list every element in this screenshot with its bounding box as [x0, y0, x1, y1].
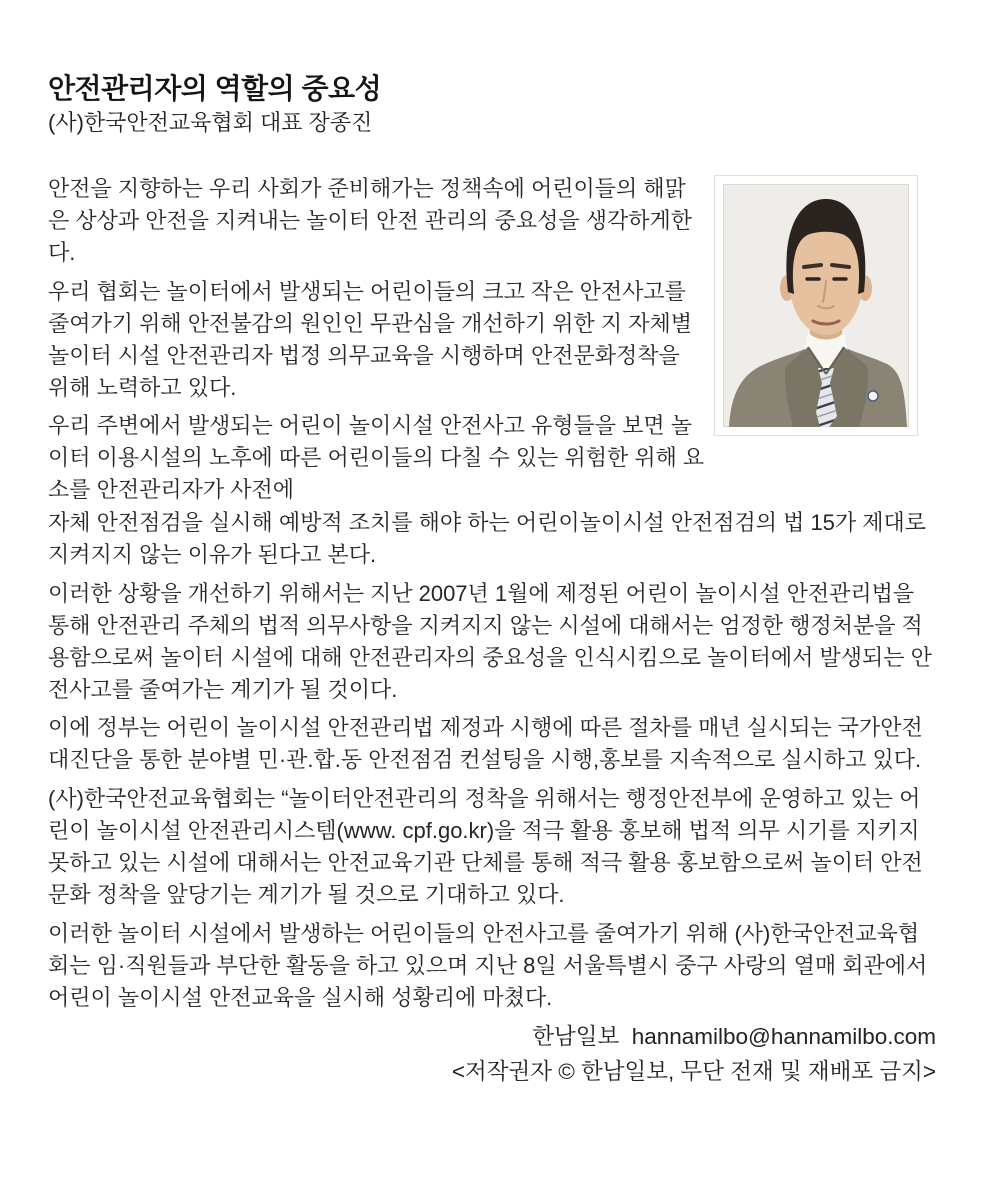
- article-paragraph: 안전을 지향하는 우리 사회가 준비해가는 정책속에 어린이들의 해맑은 상상과 안전을 지켜내는 놀이터 안전 관리의 중요성을 생각하게한다.: [48, 176, 692, 265]
- article-paragraph: 이러한 상황을 개선하기 위해서는 지난 2007년 1월에 제정된 어린이 놀이시설 안전관리법을 통해 안전관리 주체의 법적 의무사항을 지켜지지 않는 시설에 대해서는 엄정한 행정처분을 적용함으로써 놀이터 시설에 대해 안전관리자의 중요성을 인식시킴으로 놀이터에서 발생되는 안전사고를 줄여가는 계기가 될 것이다.: [48, 580, 932, 702]
- portrait-photo: [714, 175, 918, 436]
- lapel-pin-icon: [868, 391, 878, 401]
- portrait-photo-image: [723, 184, 909, 427]
- article-paragraph: 우리 주변에서 발생되는 어린이 놀이시설 안전사고 유형들을 보면 놀이터 이용시설의 노후에 따른 어린이들의 다칠 수 있는 위험한 위해 요소를 안전관리자가 사전에: [48, 413, 705, 503]
- article-body: [48, 173, 936, 1013]
- article-paragraph: 자체 안전점검을 실시해 예방적 조치를 해야 하는 어린이놀이시설 안전점검의 법 15가 제대로 지켜지지 않는 이유가 된다고 본다.: [48, 510, 927, 567]
- article-title: 안전관리자의 역할의 중요성: [48, 73, 382, 104]
- article-paragraph: 이러한 놀이터 시설에서 발생하는 어린이들의 안전사고를 줄여가기 위해 (사)한국안전교육협회는 임·직원들과 부단한 활동을 하고 있으며 지난 8일 서울특별시 중구 사랑의 열매 회관에서 어린이 놀이시설 안전교육을 실시해 성황리에 마쳤다.: [48, 920, 928, 1010]
- article-paragraph: 우리 협회는 놀이터에서 발생되는 어린이들의 크고 작은 안전사고를 줄여가기 위해 안전불감의 원인인 무관심을 개선하기 위한 지 자체별 놀이터 시설 안전관리자 법정 의무교육을 시행하며 안전문화정착을 위해 노력하고 있다.: [48, 278, 692, 400]
- article-byline: (사)한국안전교육협회 대표 장종진: [48, 109, 373, 135]
- article-paragraph: 이에 정부는 어린이 놀이시설 안전관리법 제정과 시행에 따른 절차를 매년 실시되는 국가안전대진단을 통한 분야별 민·관.합.동 안전점검 컨설팅을 시행,홍보를 지속적으로 실시하고 있다.: [48, 715, 923, 773]
- footer-contact: 한남일보 hannamilbo@hannamilbo.com: [532, 1024, 936, 1050]
- footer-copyright: <저작권자 © 한남일보, 무단 전재 및 재배포 금지>: [451, 1059, 936, 1085]
- article-paragraph: (사)한국안전교육협회는 “놀이터안전관리의 정착을 위해서는 행정안전부에 운영하고 있는 어린이 놀이시설 안전관리시스템(www. cpf.go.kr)을 적극 활용 홍보해 법적 의무 시기를 지키지 못하고 있는 시설에 대해서는 안전교육기관 단체를 통해 적극 활용 홍보함으로써 놀이터 안전문화 정착을 앞당기는 계기가 될 것으로 기대하고 있다.: [48, 786, 923, 907]
- article-footer: [48, 1020, 936, 1090]
